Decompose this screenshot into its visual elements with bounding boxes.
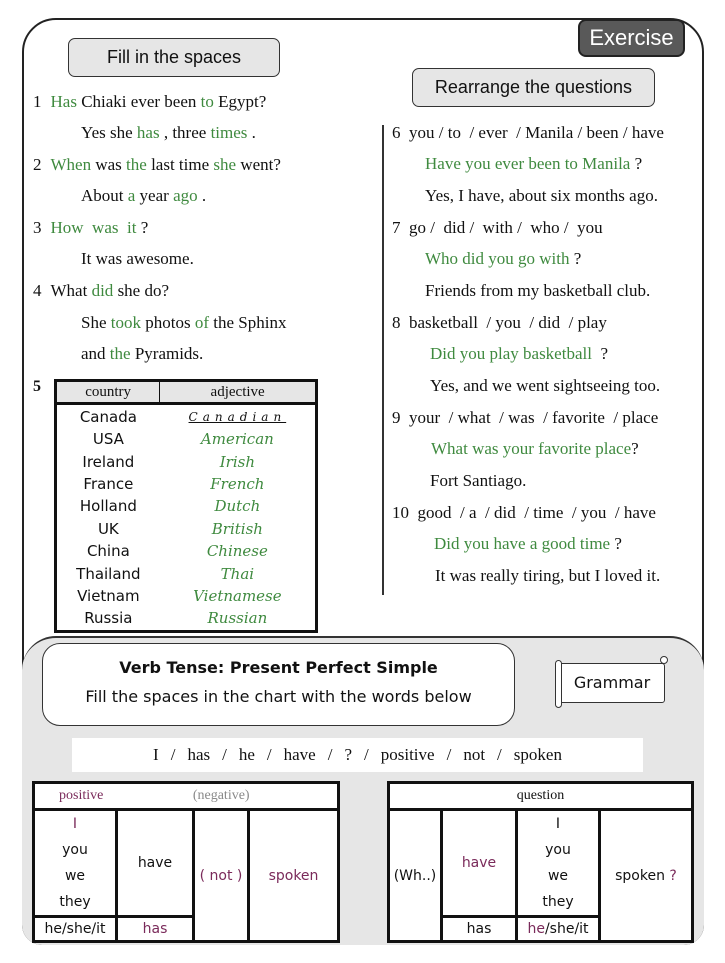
table-row <box>56 404 317 429</box>
scrambled-prompt: 10 good / a / did / time / you / have <box>392 503 656 522</box>
reply-text: Fort Santiago. <box>430 471 527 490</box>
word-bank-item: ? <box>344 745 352 764</box>
answer-word: of <box>194 313 209 332</box>
question-mark: ? <box>610 534 622 553</box>
table-row <box>56 585 317 607</box>
sentence-text: . <box>197 186 207 205</box>
sentence-text: About <box>81 186 128 205</box>
column-divider <box>382 125 384 595</box>
subjects-cell <box>34 810 117 917</box>
rearranged-answer <box>430 344 608 364</box>
verb-tense-instructions: Fill the spaces in the chart with the words below <box>85 687 472 706</box>
adjective-cell: Chinese <box>206 542 268 561</box>
table-row <box>56 518 317 540</box>
sentence-text: went? <box>236 155 281 174</box>
word-bank <box>72 738 643 772</box>
q-participle: spoken <box>615 867 665 884</box>
rearrange-heading: Rearrange the questions <box>412 68 655 107</box>
fill-line <box>33 281 169 301</box>
separator: / <box>327 745 333 764</box>
sentence-text: year <box>135 186 174 205</box>
adjective-cell: Thai <box>220 564 255 583</box>
item-number: 4 <box>33 281 42 300</box>
answer-question: What was your favorite place <box>431 439 632 458</box>
verb-tense-title: Verb Tense: Present Perfect Simple <box>119 658 438 677</box>
aux-has-cell: has <box>117 917 194 942</box>
fill-line <box>81 313 286 333</box>
country-cell: Vietnam <box>77 586 140 605</box>
question-header: question <box>389 783 693 810</box>
sentence-text: Egypt? <box>213 92 267 111</box>
sentence-text: She <box>81 313 111 332</box>
q-subject-you: you <box>545 842 571 858</box>
subject-third-person: he/she/it <box>34 917 117 942</box>
q-subject-third-person <box>517 917 600 942</box>
q-question-mark: ? <box>669 867 677 884</box>
fill-line <box>33 155 281 175</box>
answer-word: Has <box>50 92 77 111</box>
adjective-cell: Russian <box>207 609 268 628</box>
verb-tense-box <box>42 643 515 726</box>
rearranged-answer <box>425 154 642 174</box>
exercise-badge: Exercise <box>578 19 685 57</box>
sentence-text: was <box>91 155 127 174</box>
sentence-text: ? <box>136 218 149 237</box>
separator: / <box>170 745 176 764</box>
answer-word: did <box>91 281 114 300</box>
answer-word: When <box>50 155 92 174</box>
country-header: country <box>56 381 160 404</box>
grammar-label: Grammar <box>559 663 665 703</box>
word-bank-item: he <box>238 745 255 764</box>
positive-negative-header <box>34 783 339 810</box>
table-row <box>56 450 317 472</box>
answer-word: the <box>109 344 131 363</box>
q-participle-cell <box>600 810 693 942</box>
item-number: 3 <box>33 218 42 237</box>
sentence-text: . <box>247 123 256 142</box>
rearranged-answer <box>425 249 581 269</box>
answer-question: Did you have a good time <box>434 534 611 553</box>
fill-line <box>81 344 203 364</box>
table-row <box>56 428 317 450</box>
example-answer: Canadian <box>188 410 287 424</box>
sentence-text: and <box>81 344 110 363</box>
rearranged-answer <box>434 534 622 554</box>
question-mark: ? <box>569 249 582 268</box>
table-row <box>56 540 317 562</box>
country-cell: UK <box>97 519 119 538</box>
q-aux-has-cell: has <box>442 917 517 942</box>
positive-negative-table <box>32 781 340 943</box>
sentence-text: It was awesome. <box>81 249 194 268</box>
item-number: 1 <box>33 92 42 111</box>
separator: / <box>364 745 369 764</box>
fill-line <box>81 186 206 206</box>
adjective-cell: British <box>211 519 263 538</box>
country-cell: Canada <box>79 407 137 426</box>
word-bank-item: has <box>187 745 211 764</box>
not-cell: ( not ) <box>194 810 249 942</box>
question-table <box>387 781 694 943</box>
q-subjects-cell <box>517 810 600 917</box>
separator: / <box>222 745 227 764</box>
answer-word: took <box>110 313 141 332</box>
subject-they: they <box>59 894 91 910</box>
reply-text: It was really tiring, but I loved it. <box>435 566 661 585</box>
sentence-text: she do? <box>113 281 170 300</box>
answer-question: Who did you go with <box>425 249 570 268</box>
fill-line <box>81 249 194 269</box>
fill-line <box>81 123 256 143</box>
subject-we: we <box>64 868 86 884</box>
table-row <box>56 495 317 517</box>
adjective-cell: French <box>210 474 265 493</box>
country-cell: China <box>86 542 130 561</box>
country-adjective-table <box>54 379 318 633</box>
subject-you: you <box>62 842 88 858</box>
sentence-text: the Sphinx <box>209 313 287 332</box>
q-subject-we: we <box>547 868 569 884</box>
reply-text: Yes, I have, about six months ago. <box>425 186 658 205</box>
word-bank-item: spoken <box>513 745 562 764</box>
scrambled-prompt: 6 you / to / ever / Manila / been / have <box>392 123 664 142</box>
answer-word: How was it <box>50 218 137 237</box>
sentence-text: photos <box>140 313 195 332</box>
answer-word: has <box>136 123 160 142</box>
aux-have-cell: have <box>117 810 194 917</box>
adjective-cell <box>160 404 317 429</box>
answer-word: to <box>200 92 214 111</box>
question-mark: ? <box>630 154 643 173</box>
scrambled-prompt: 9 your / what / was / favorite / place <box>392 408 659 427</box>
sentence-text: Pyramids. <box>130 344 204 363</box>
q-subject-he: he <box>527 921 545 937</box>
separator: / <box>266 745 272 764</box>
answer-question: Did you play basketball <box>430 344 592 363</box>
q-subject-i: I <box>555 816 561 832</box>
sentence-text: Chiaki ever been <box>76 92 201 111</box>
word-bank-item: I <box>153 745 159 764</box>
table-row <box>56 607 317 631</box>
rearranged-answer <box>431 439 639 459</box>
fill-spaces-heading: Fill in the spaces <box>68 38 280 77</box>
answer-word: ago <box>173 186 198 205</box>
country-cell: USA <box>92 430 124 449</box>
word-bank-item: have <box>283 745 316 764</box>
item-number: 2 <box>33 155 42 174</box>
sentence-text: Yes she <box>81 123 137 142</box>
adjective-cell: Vietnamese <box>193 586 282 605</box>
answer-word: she <box>213 155 237 174</box>
answer-question: Have you ever been to Manila <box>425 154 631 173</box>
answer-word: a <box>127 186 136 205</box>
adjective-cell: American <box>200 430 274 449</box>
country-cell: France <box>83 474 134 493</box>
word-bank-item: positive <box>380 745 435 764</box>
question-mark: ? <box>631 439 639 458</box>
country-cell: Thailand <box>76 564 141 583</box>
q-aux-have-cell: have <box>442 810 517 917</box>
country-cell: Ireland <box>82 452 135 471</box>
q-subject-they: they <box>542 894 574 910</box>
sentence-text: What <box>50 281 92 300</box>
item-5-number: 5 <box>33 378 41 395</box>
positive-header: positive <box>59 788 104 803</box>
adjective-cell: Irish <box>219 452 255 471</box>
country-cell: Russia <box>84 609 133 628</box>
scroll-roll-icon <box>555 660 562 708</box>
wh-cell: (Wh..) <box>389 810 442 942</box>
subject-i: I <box>72 816 78 832</box>
grammar-scroll-badge <box>555 660 665 704</box>
adjective-cell: Dutch <box>214 497 261 516</box>
answer-word: the <box>126 155 147 174</box>
separator: / <box>497 745 502 764</box>
reply-text: Friends from my basketball club. <box>425 281 651 300</box>
sentence-text: last time <box>146 155 214 174</box>
participle-cell: spoken <box>249 810 339 942</box>
scrambled-prompt: 7 go / did / with / who / you <box>392 218 603 237</box>
separator: / <box>446 745 452 764</box>
answer-word: times <box>210 123 248 142</box>
table-row <box>56 562 317 584</box>
q-subject-she-it: /she/it <box>544 921 589 937</box>
word-bank-item: not <box>463 745 486 764</box>
sentence-text: , three <box>159 123 211 142</box>
scroll-curl-icon <box>660 656 668 664</box>
adjective-header: adjective <box>160 381 317 404</box>
question-mark: ? <box>591 344 608 363</box>
fill-line <box>33 92 266 112</box>
country-cell: Holland <box>79 497 137 516</box>
negative-header: (negative) <box>192 788 250 803</box>
reply-text: Yes, and we went sightseeing too. <box>430 376 661 395</box>
fill-line <box>33 218 148 238</box>
table-row <box>56 473 317 495</box>
scrambled-prompt: 8 basketball / you / did / play <box>392 313 607 332</box>
